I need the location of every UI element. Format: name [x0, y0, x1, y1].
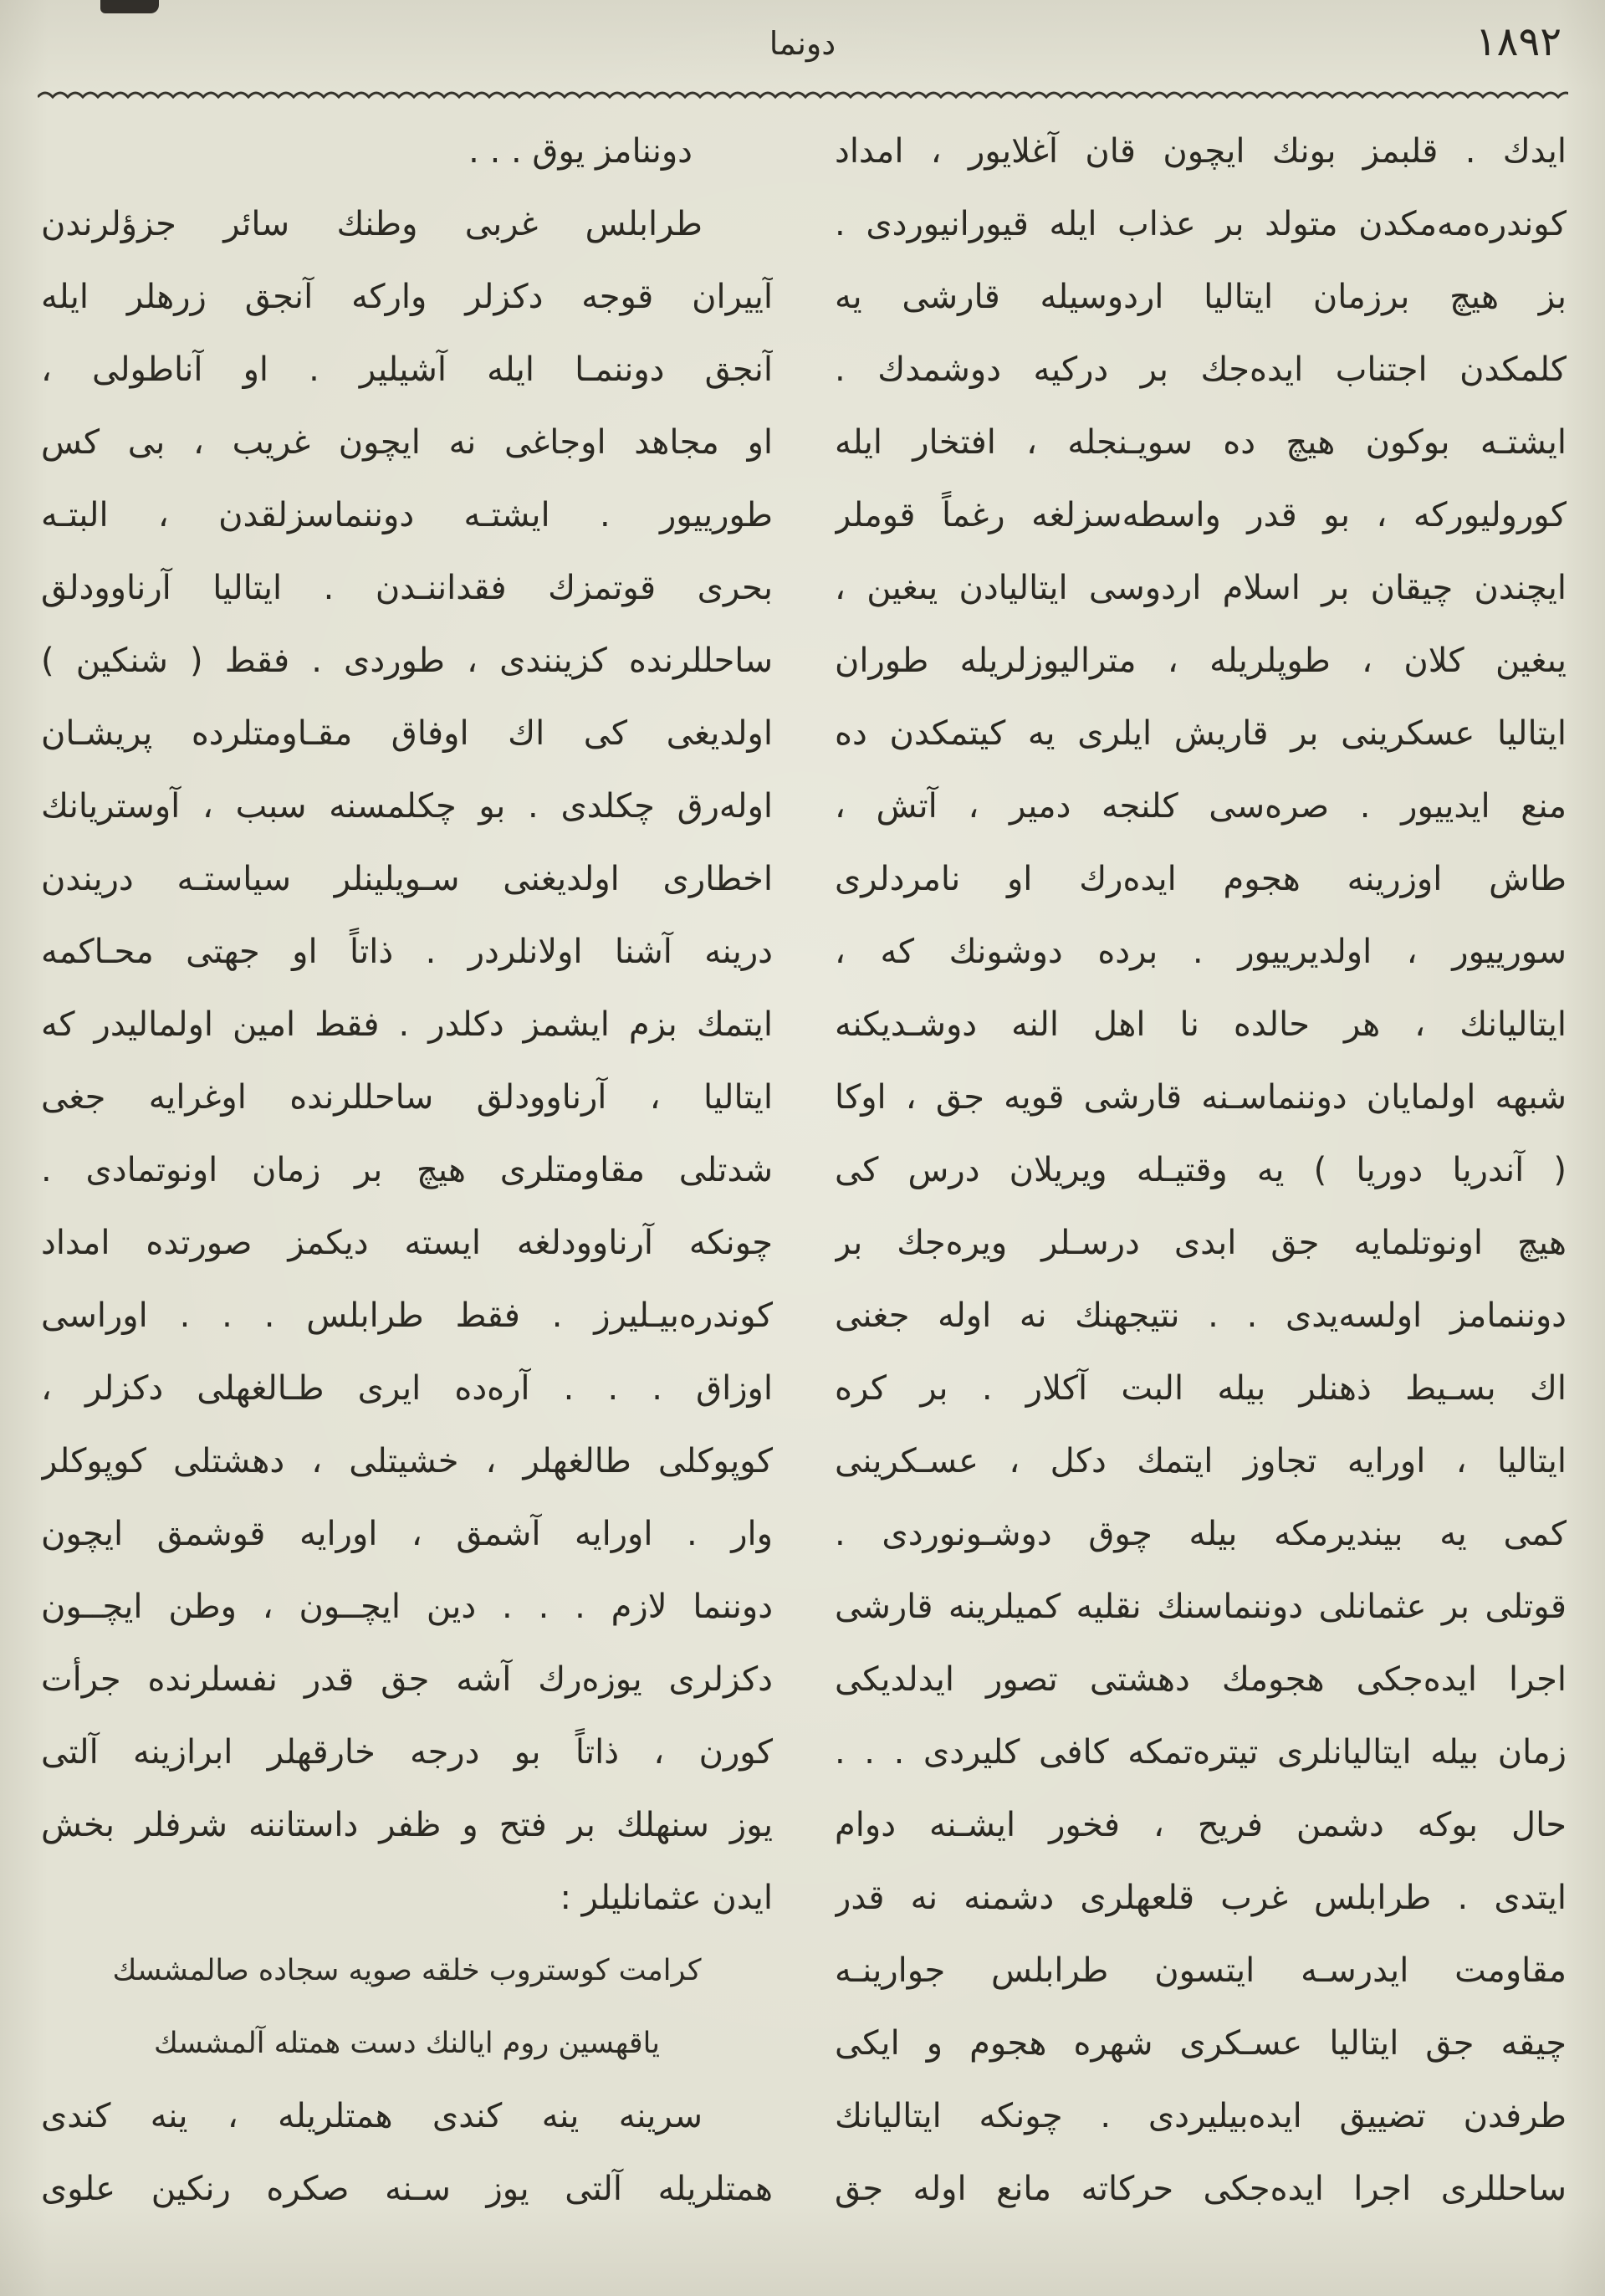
text-line: ايشتـه بوكون هيچ دە سويـنجله ، افتخار ايله — [835, 423, 1567, 462]
text-line: يىغين كلان ، طوپلريله ، متراليوزلريله طوران — [835, 642, 1567, 680]
text-line: سورييور ، اولديرييور . بردە دوشونك كه ، — [835, 933, 1567, 971]
text-line: بز هيچ برزمان ايتاليا اردوسيله قارشى يه — [835, 278, 1567, 316]
page-number: ١٨٩٢ — [1475, 18, 1562, 65]
text-line: سرينه ينه كندى همتلريله ، ينه كندى — [41, 2097, 703, 2135]
text-line: كورن ، ذاتاً بو درجه خارقهلر ابرازينه آلتى — [41, 1733, 773, 1772]
text-line: همتلريله آلتى يوز سـنه صكره رنكين علوى — [41, 2170, 773, 2208]
text-line: ايتاليا عسكرينى بر قاريش ايلرى يه كيتمكدن ده — [835, 714, 1567, 753]
poem-line: كرامت كوستروب خلقه صويه سجاده صالمشسك — [112, 1954, 702, 1987]
text-columns — [0, 102, 1605, 2226]
text-line: دوننما لازم . . . دين ايچــون ، وطن ايچــون — [41, 1588, 773, 1626]
section-heading: دوننامز يوق . . . — [468, 132, 693, 171]
text-line: كلمكدن اجتناب ايدەجك بر دركيه دوشمدك . — [835, 350, 1567, 389]
left-column-continuation — [41, 2080, 773, 2226]
wavy-divider-rule — [38, 89, 1568, 102]
text-line: ايتدى . طرابلس غرب قلعهلرى دشمنه نه قدر — [835, 1879, 1567, 1917]
text-line: چونكه آرناوودلغه ايسته ديكمز صورتده امداد — [41, 1224, 773, 1262]
text-line: زمان بيله ايتاليانلرى تيترەتمكه كافى كليردى . . . — [835, 1733, 1567, 1772]
text-line: طرابلس غربى وطنك سائر جزؤلرندن — [41, 205, 703, 243]
text-line: منع ايدييور . صرەسى كلنجه دمير ، آتش ، — [835, 787, 1567, 826]
text-line: دوننمامز اولسەيدى . . نتيجهنك نه اوله جغنى — [835, 1296, 1567, 1335]
column-right — [835, 115, 1567, 2226]
text-line: طاش اوزرينه هجوم ايدەرك او نامردلرى — [835, 860, 1567, 898]
text-line: ايتمك بزم ايشمز دكلدر . فقط امين اولماليدر كه — [41, 1005, 773, 1044]
text-line: ايدك . قلبمز بونك ايچون قان آغلايور ، امداد — [835, 132, 1567, 171]
text-line: وار . اورايه آشمق ، اورايه قوشمق ايچون — [41, 1515, 773, 1553]
text-line: آييران قوجه دكزلر واركه آنجق زرهلر ايله — [41, 278, 773, 316]
text-line: اك بسـيط ذهنلر بيله البت آكلار . بر كره — [835, 1369, 1567, 1408]
text-line: اجرا ايدەجكى هجومك دهشتى تصور ايدلديكى — [835, 1660, 1567, 1699]
page-header — [0, 0, 1605, 89]
text-line: اخطارى اولديغنى سـويلينلر سياستـه دريندن — [41, 860, 773, 898]
text-line: كوندرەمەمكدن متولد بر عذاب ايله قيورانيوردى . — [835, 205, 1567, 243]
text-line: كوندرەبيـليرز . فقط طرابلس . . . اوراسى — [41, 1296, 773, 1335]
text-line: او مجاهد اوجاغى نه ايچون غريب ، بى كس — [41, 423, 773, 462]
text-line: ايتاليا ، اورايه تجاوز ايتمك دكل ، عسـكرينى — [835, 1442, 1567, 1480]
text-line: طورييور . ايشتـه دوننماسزلقدن ، البتـه — [41, 496, 773, 534]
poem-line: ياقهسين روم ايالنك دست همتله آلمشسك — [153, 2027, 661, 2060]
text-line: درينه آشنا اولانلردر . ذاتاً او جهتى محـاكمه — [41, 933, 773, 971]
text-line: بحرى قوتمزك فقداننـدن . ايتاليا آرناوودلق — [41, 569, 773, 607]
text-line: ايتاليانك ، هر حالدە نا اهل النه دوشـديكنه — [835, 1005, 1567, 1044]
text-line: چيقه جق ايتاليا عسـكرى شهره هجوم و ايكى — [835, 2024, 1567, 2063]
left-column-body — [41, 188, 773, 1935]
text-line: آنجق دوننمـا ايله آشيلير . او آناطولى ، — [41, 350, 773, 389]
text-line: شدتلى مقاومتلرى هيچ بر زمان اونوتمادى . — [41, 1151, 773, 1189]
right-column-body — [835, 115, 1567, 2226]
text-line: كوروليوركه ، بو قدر واسطەسزلغه رغماً قوملر — [835, 496, 1567, 534]
text-line: كمى يه بينديرمكه بيله چوق دوشـونوردى . — [835, 1515, 1567, 1553]
text-line: طرفدن تضييق ايدەبيليردى . چونكه ايتاليانك — [835, 2097, 1567, 2135]
text-line: ايدن عثمانليلر : — [560, 1879, 773, 1917]
text-line: ( آندريا دوريا ) يه وقتيـله ويريلان درس كى — [835, 1151, 1567, 1189]
poem-couplet — [41, 1935, 773, 2080]
text-line: ساحللرى اجرا ايدەجكى حركاته مانع اوله جق — [835, 2170, 1567, 2208]
text-line: شبهه اولمايان دوننماسـنه قارشى قويه جق ، اوكا — [835, 1078, 1567, 1117]
text-line: ايچندن چيقان بر اسلام اردوسى ايتاليادن يىغين ، — [835, 569, 1567, 607]
text-line: يوز سنهلك بر فتح و ظفر داستاننه شرفلر بخش — [41, 1806, 773, 1844]
text-line: قوتلى بر عثمانلى دوننماسنك نقليه كميلرينه قارشى — [835, 1588, 1567, 1626]
text-line: دكزلرى يوزەرك آشه جق قدر نفسلرنده جرأت — [41, 1660, 773, 1699]
page-title: دونما — [769, 25, 836, 62]
text-line: ساحللرنده كزينندى ، طوردى . فقط ( شنكين ) — [41, 642, 773, 680]
text-line: حال بوكه دشمن فريح ، فخور ايشـنه دوام — [835, 1806, 1567, 1844]
text-line: اوزاق . . . آرەده ايرى طـالغهلى دكزلر ، — [41, 1369, 773, 1408]
text-line: اولەرق چكلدى . بو چكلمسنه سبب ، آوستريانك — [41, 787, 773, 826]
column-left — [41, 115, 773, 2226]
text-line: ايتاليا ، آرناوودلق ساحللرنده اوغرايه جغى — [41, 1078, 773, 1117]
text-line: هيچ اونوتلمايه جق ابدى درسـلر ويرەجك بر — [835, 1224, 1567, 1262]
text-line: اولديغى كى اك اوفاق مقـاومتلرده پريشـان — [41, 714, 773, 753]
text-line: كوپوكلى طالغهلر ، خشيتلى ، دهشتلى كوپوكلر — [41, 1442, 773, 1480]
text-line: مقاومت ايدرسـه ايتسون طرابلس جوارينـه — [835, 1951, 1567, 1990]
